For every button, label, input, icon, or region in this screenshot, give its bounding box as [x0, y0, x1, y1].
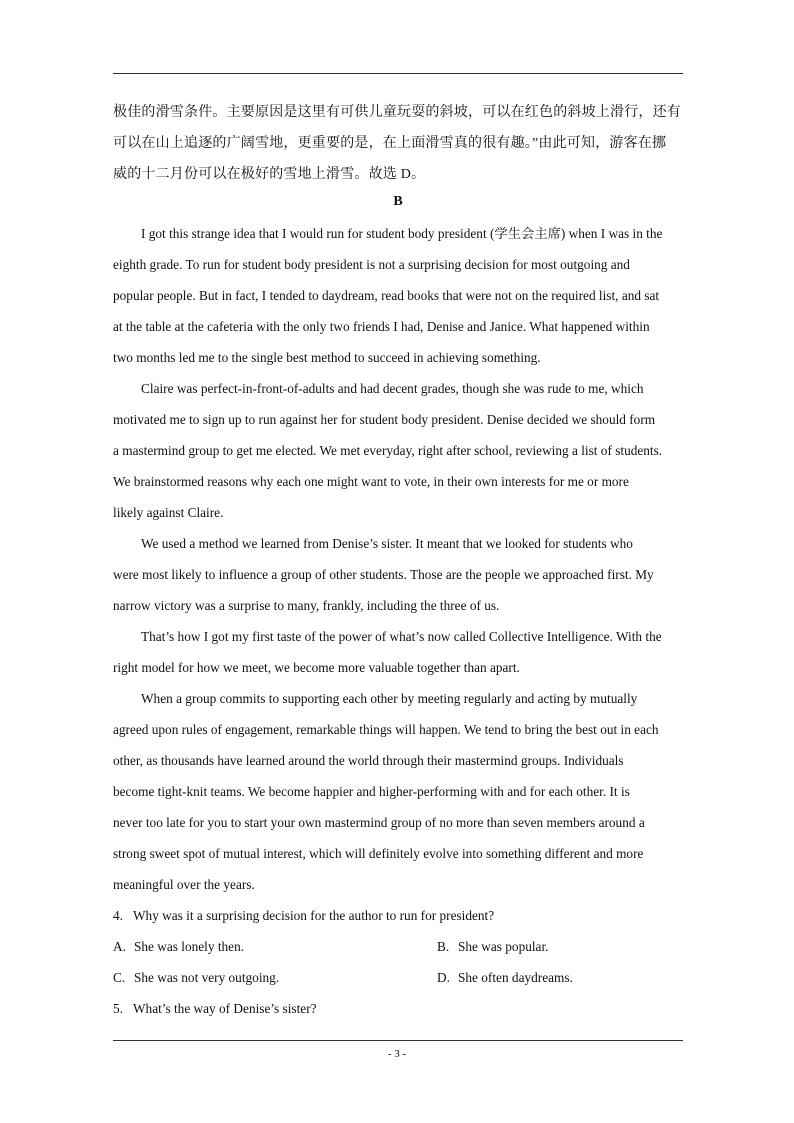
passage-line: We brainstormed reasons why each one might want to vote, in their own interests for me or more — [113, 474, 629, 489]
option-text: She was lonely then. — [134, 939, 245, 954]
option-letter: B. — [437, 939, 450, 954]
section-heading: B — [393, 194, 403, 209]
page-content — [113, 97, 683, 1024]
passage-line: meaningful over the years. — [113, 877, 255, 892]
passage-line: strong sweet spot of mutual interest, which will definitely evolve into something different and more — [113, 846, 644, 861]
passage-line: eighth grade. To run for student body president is not a surprising decision for most outgoing and — [113, 257, 630, 272]
options-row — [113, 931, 683, 962]
passage-line: That’s how I got my first taste of the power of what’s now called Collective Intelligence. With the — [141, 629, 662, 644]
question-text: Why was it a surprising decision for the author to run for president? — [133, 908, 495, 923]
passage-line: other, as thousands have learned around the world through their mastermind groups. Individuals — [113, 753, 624, 768]
passage-line: right model for how we meet, we become more valuable together than apart. — [113, 660, 520, 675]
passage-line: likely against Claire. — [113, 505, 224, 520]
page-number: - 3 - — [387, 1048, 407, 1060]
passage-line: popular people. But in fact, I tended to daydream, read books that were not on the required list, and sat — [113, 288, 660, 303]
option-d[interactable] — [437, 962, 683, 993]
option-text: She often daydreams. — [458, 970, 573, 985]
option-a[interactable] — [113, 931, 437, 962]
passage-line: When a group commits to supporting each other by meeting regularly and acting by mutually — [141, 691, 638, 706]
passage-line: Claire was perfect-in-front-of-adults and had decent grades, though she was rude to me, which — [141, 381, 644, 396]
question-number: 4. — [113, 908, 123, 923]
question-5 — [113, 993, 683, 1024]
intro-line: 威的十二月份可以在极好的雪地上滑雪。故选 D。 — [113, 167, 426, 182]
option-text: She was not very outgoing. — [134, 970, 280, 985]
passage-line: agreed upon rules of engagement, remarkable things will happen. We tend to bring the best out in each — [113, 722, 659, 737]
passage-line: at the table at the cafeteria with the only two friends I had, Denise and Janice. What happened within — [113, 319, 650, 334]
passage-line: narrow victory was a surprise to many, frankly, including the three of us. — [113, 598, 500, 613]
question-4 — [113, 900, 683, 931]
passage-line: a mastermind group to get me elected. We met everyday, right after school, reviewing a list of students. — [113, 443, 663, 458]
reading-passage — [113, 218, 683, 900]
option-b[interactable] — [437, 931, 683, 962]
intro-paragraph — [113, 97, 683, 190]
option-letter: A. — [113, 939, 126, 954]
passage-line: become tight-knit teams. We become happier and higher-performing with and for each other. It is — [113, 784, 630, 799]
passage-line: We used a method we learned from Denise’s sister. It meant that we looked for students who — [141, 536, 633, 551]
question-text: What’s the way of Denise’s sister? — [133, 1001, 317, 1016]
passage-line: two months led me to the single best method to succeed in achieving something. — [113, 350, 541, 365]
footer-rule — [113, 1040, 683, 1041]
option-letter: C. — [113, 970, 126, 985]
option-c[interactable] — [113, 962, 437, 993]
option-text: She was popular. — [458, 939, 549, 954]
options-row — [113, 962, 683, 993]
passage-line: never too late for you to start your own mastermind group of no more than seven members around a — [113, 815, 645, 830]
header-rule — [113, 73, 683, 74]
option-letter: D. — [437, 970, 450, 985]
passage-line: motivated me to sign up to run against her for student body president. Denise decided we should form — [113, 412, 656, 427]
intro-line: 可以在山上追逐的广阔雪地，更重要的是，在上面滑雪真的很有趣。”由此可知，游客在挪 — [113, 136, 667, 151]
intro-line: 极佳的滑雪条件。主要原因是这里有可供儿童玩耍的斜坡，可以在红色的斜坡上滑行，还有 — [113, 105, 681, 120]
passage-line: were most likely to influence a group of other students. Those are the people we approached first. My — [113, 567, 654, 582]
passage-line: I got this strange idea that I would run for student body president (学生会主席) when I was in the — [141, 226, 663, 241]
question-number: 5. — [113, 1001, 123, 1016]
